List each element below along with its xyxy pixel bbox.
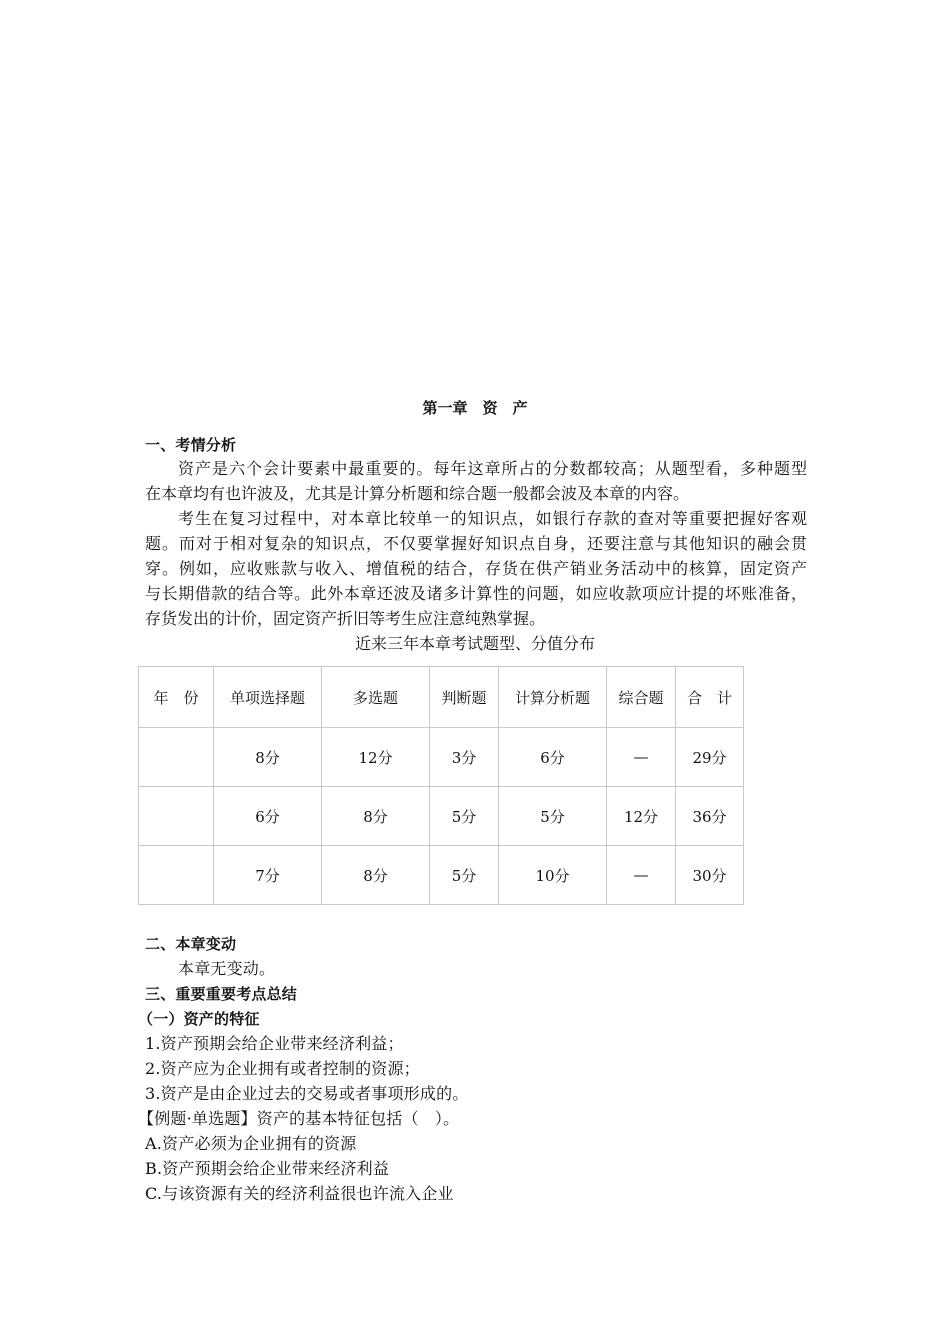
table-cell: 10分 bbox=[499, 846, 607, 905]
example-option-b: B.资产预期会给企业带来经济利益 bbox=[145, 1159, 390, 1178]
table-cell: — bbox=[607, 846, 676, 905]
table-cell: — bbox=[607, 728, 676, 787]
para2-line5: 存货发出的计价，固定资产折旧等考生应注意纯熟掌握。 bbox=[145, 609, 546, 628]
table-cell: 5分 bbox=[430, 787, 499, 846]
table-header-cell: 年 份 bbox=[139, 667, 214, 728]
section2-heading: 二、本章变动 bbox=[145, 935, 237, 953]
table-cell: 30分 bbox=[676, 846, 744, 905]
para2-line3: 穿。例如，应收账款与收入、增值税的结合，存货在供产销业务活动中的核算，固定资产 bbox=[145, 559, 807, 578]
table-cell: 8分 bbox=[214, 728, 322, 787]
table-cell: 5分 bbox=[499, 787, 607, 846]
table-cell: 3分 bbox=[430, 728, 499, 787]
table-header-cell: 计算分析题 bbox=[499, 667, 607, 728]
table-header-cell: 判断题 bbox=[430, 667, 499, 728]
example-question-stem: 【例题·单选题】资产的基本特征包括（ ）。 bbox=[138, 1109, 460, 1128]
table-cell: 36分 bbox=[676, 787, 744, 846]
table-header-cell: 多选题 bbox=[322, 667, 430, 728]
table-cell: 29分 bbox=[676, 728, 744, 787]
chapter-title: 第一章 资 产 bbox=[422, 399, 528, 417]
feature-item-1: 1.资产预期会给企业带来经济利益； bbox=[145, 1034, 404, 1053]
feature-item-3: 3.资产是由企业过去的交易或者事项形成的。 bbox=[145, 1084, 469, 1103]
table-cell: 8分 bbox=[322, 846, 430, 905]
section3-heading: 三、重要重要考点总结 bbox=[145, 985, 298, 1003]
table-cell bbox=[139, 787, 214, 846]
table-cell: 12分 bbox=[607, 787, 676, 846]
table-row bbox=[139, 846, 744, 905]
example-option-a: A.资产必须为企业拥有的资源 bbox=[145, 1134, 357, 1153]
table-cell bbox=[139, 728, 214, 787]
table-row bbox=[139, 787, 744, 846]
table-cell bbox=[139, 846, 214, 905]
table-cell: 5分 bbox=[430, 846, 499, 905]
para2-line4: 与长期借款的结合等。此外本章还波及诸多计算性的问题，如应收款项应计提的坏账准备， bbox=[145, 584, 807, 603]
table-cell: 7分 bbox=[214, 846, 322, 905]
para1-line1: 资产是六个会计要素中最重要的。每年这章所占的分数都较高；从题型看，多种题型 bbox=[178, 459, 807, 478]
table-header-cell: 单项选择题 bbox=[214, 667, 322, 728]
score-distribution-table bbox=[138, 666, 744, 905]
table-row bbox=[139, 728, 744, 787]
feature-item-2: 2.资产应为企业拥有或者控制的资源； bbox=[145, 1059, 420, 1078]
table-cell: 8分 bbox=[322, 787, 430, 846]
table-cell: 12分 bbox=[322, 728, 430, 787]
table-caption: 近来三年本章考试题型、分值分布 bbox=[354, 634, 595, 653]
section1-heading: 一、考情分析 bbox=[145, 436, 237, 454]
para2-line2: 题。而对于相对复杂的知识点，不仅要掌握好知识点自身，还要注意与其他知识的融会贯 bbox=[145, 534, 807, 553]
table-header-cell: 合 计 bbox=[676, 667, 744, 728]
example-option-c: C.与该资源有关的经济利益很也许流入企业 bbox=[145, 1184, 454, 1203]
section3-subheading: （一）资产的特征 bbox=[138, 1010, 260, 1028]
table-header-cell: 综合题 bbox=[607, 667, 676, 728]
para1-line2: 在本章均有也许波及，尤其是计算分析题和综合题一般都会波及本章的内容。 bbox=[145, 484, 690, 503]
table-header-row bbox=[139, 667, 744, 728]
para2-line1: 考生在复习过程中，对本章比较单一的知识点，如银行存款的查对等重要把握好客观 bbox=[178, 509, 807, 528]
table-cell: 6分 bbox=[499, 728, 607, 787]
section2-text: 本章无变动。 bbox=[178, 959, 276, 978]
table-cell: 6分 bbox=[214, 787, 322, 846]
